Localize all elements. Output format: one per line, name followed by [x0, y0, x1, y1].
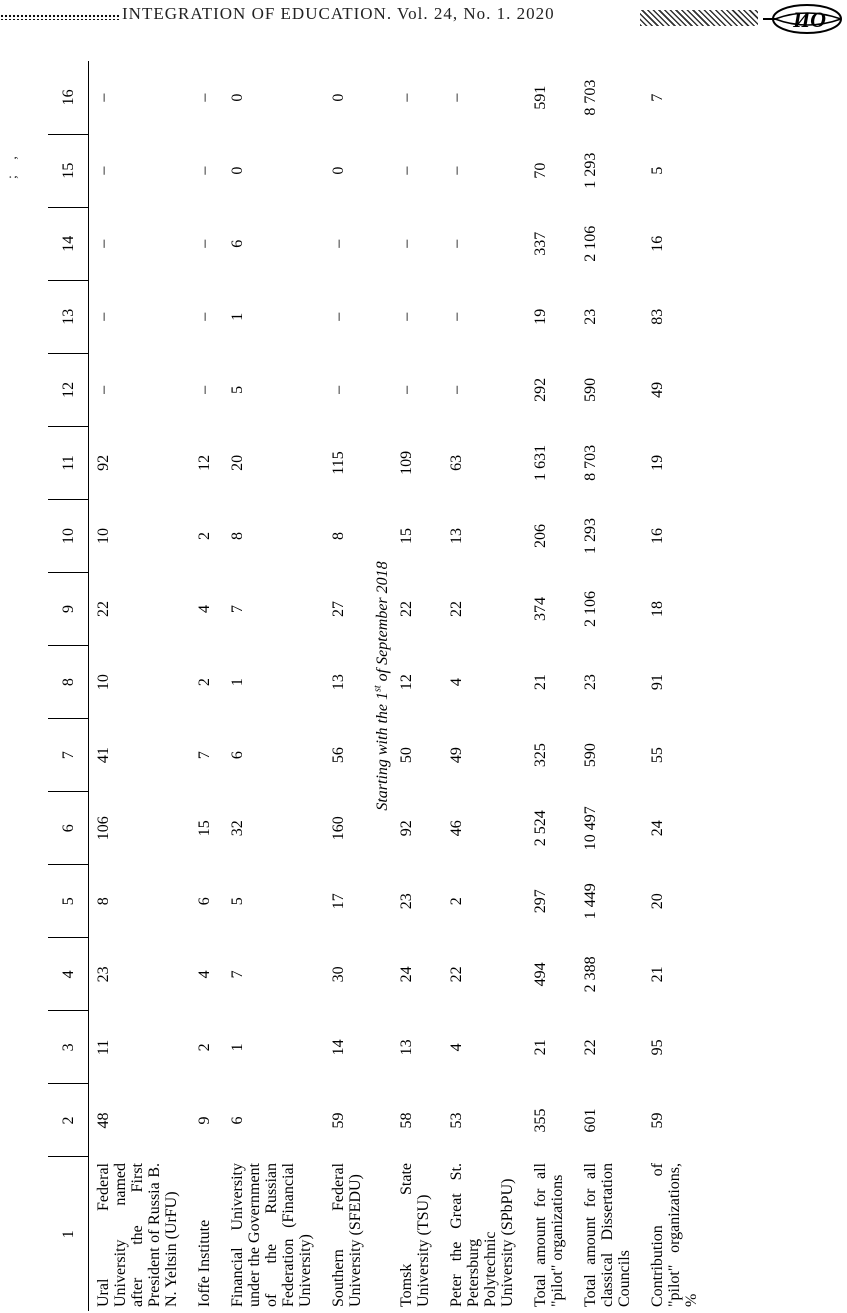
table-cell: 16 — [649, 235, 666, 252]
table-cell: 4 — [196, 970, 213, 979]
table-cell: – — [196, 166, 213, 175]
table-cell: 46 — [448, 820, 465, 837]
column-header: 9 — [48, 573, 89, 646]
table-row — [223, 61, 324, 1311]
table-cell: 32 — [229, 820, 246, 837]
table-cell: 13 — [330, 674, 347, 691]
table-cell: 1 631 — [532, 444, 549, 481]
table-cell: 5 — [649, 166, 666, 175]
table-row — [392, 61, 442, 1311]
table-cell: 48 — [95, 1112, 112, 1129]
table-cell: 1 — [229, 1043, 246, 1052]
table-cell: 21 — [532, 1039, 549, 1056]
table-cell: 4 — [448, 678, 465, 687]
table-cell: 49 — [448, 747, 465, 764]
table-cell: – — [448, 93, 465, 102]
table-cell: 1 293 — [582, 152, 599, 189]
column-header-row — [48, 61, 89, 1311]
table-cell: 374 — [532, 597, 549, 622]
row-label: Peter the Great St. Petersburg Polytechnic University (SPbPU) — [448, 1163, 516, 1307]
table-cell: 115 — [330, 451, 347, 475]
table-body — [89, 61, 711, 1311]
table-cell: 13 — [398, 1039, 415, 1056]
column-header: 15 — [48, 134, 89, 207]
table-cell: 494 — [532, 962, 549, 987]
table-cell: 49 — [649, 381, 666, 398]
table-cell: 4 — [448, 1043, 465, 1052]
table-row — [576, 61, 643, 1311]
table-cell: – — [196, 93, 213, 102]
table-cell: 6 — [196, 897, 213, 906]
table-cell: 8 703 — [582, 79, 599, 116]
table-row — [526, 61, 576, 1311]
table-cell: 0 — [229, 166, 246, 175]
table-cell: 0 — [229, 93, 246, 102]
row-label: Tomsk State University (TSU) — [398, 1163, 432, 1307]
table-cell: 7 — [649, 93, 666, 102]
table-cell: – — [196, 385, 213, 394]
table-cell: 27 — [330, 601, 347, 618]
section-banner-row — [374, 61, 392, 1311]
table-cell: – — [95, 239, 112, 248]
table-cell: 23 — [95, 966, 112, 983]
logo-text: ИО — [793, 7, 826, 32]
table-cell: 2 106 — [582, 591, 599, 628]
table-cell: 24 — [649, 820, 666, 837]
table-cell: – — [398, 93, 415, 102]
table-cell: 20 — [229, 454, 246, 471]
table-cell: 59 — [330, 1112, 347, 1129]
table-row — [643, 61, 710, 1311]
table-cell: 1 293 — [582, 517, 599, 554]
column-header: 5 — [48, 865, 89, 938]
column-header: 14 — [48, 207, 89, 280]
column-header: 2 — [48, 1084, 89, 1157]
table-cell: – — [95, 312, 112, 321]
column-header: 4 — [48, 938, 89, 1011]
row-label: Southern Federal University (SFEDU) — [330, 1163, 364, 1307]
table-cell: 590 — [582, 743, 599, 768]
table-cell: 8 — [330, 531, 347, 540]
table-cell: 4 — [196, 605, 213, 614]
table-cell: 6 — [229, 751, 246, 760]
section-banner — [374, 61, 392, 1311]
table-cell: 59 — [649, 1112, 666, 1129]
table-cell: 83 — [649, 308, 666, 325]
table-cell: 10 — [95, 674, 112, 691]
table-cell: – — [95, 385, 112, 394]
table-cell: 92 — [95, 454, 112, 471]
table-cell: 1 449 — [582, 883, 599, 920]
table-cell: 18 — [649, 601, 666, 618]
table-cell: 22 — [95, 601, 112, 618]
table-cell: 325 — [532, 743, 549, 768]
table-cell: 297 — [532, 889, 549, 914]
margin-mark: ; , — [5, 150, 20, 179]
row-label: Total amount for all "pilot" organizations — [532, 1163, 566, 1307]
table-cell: – — [196, 239, 213, 248]
banner-superscript: st — [372, 685, 384, 692]
table-cell: 12 — [398, 674, 415, 691]
table-cell: 22 — [398, 601, 415, 618]
table-cell: 15 — [196, 820, 213, 837]
table-cell: 23 — [582, 674, 599, 691]
table-cell: 11 — [95, 1039, 112, 1056]
table-cell: 16 — [649, 527, 666, 544]
table-cell: 6 — [229, 239, 246, 248]
table-cell: 63 — [448, 454, 465, 471]
row-label: Total amount for all classical Dissertation Councils — [582, 1163, 633, 1307]
table-cell: – — [448, 312, 465, 321]
row-label: Financial University under the Government of the Russian Federation (Financial University) — [229, 1163, 314, 1307]
column-header: 1 — [48, 1157, 89, 1311]
table-cell: 21 — [649, 966, 666, 983]
table-cell: 5 — [229, 897, 246, 906]
table-cell: 2 — [196, 531, 213, 540]
table-cell: 2 — [448, 897, 465, 906]
column-header: 10 — [48, 499, 89, 572]
table-cell: 590 — [582, 377, 599, 402]
table-cell: 2 — [196, 1043, 213, 1052]
table-cell: 55 — [649, 747, 666, 764]
row-label: Contribution of "pilot" organizations, % — [649, 1163, 700, 1307]
table-cell: 2 106 — [582, 225, 599, 262]
table-cell: – — [95, 166, 112, 175]
table-cell: – — [95, 93, 112, 102]
table-cell: 22 — [582, 1039, 599, 1056]
column-header: 8 — [48, 646, 89, 719]
table-cell: 70 — [532, 162, 549, 179]
table-cell: 19 — [649, 454, 666, 471]
table-cell: 1 — [229, 678, 246, 687]
table-cell: 24 — [398, 966, 415, 983]
column-header: 11 — [48, 426, 89, 499]
table-cell: 30 — [330, 966, 347, 983]
row-label: Ural Federal University named after the First President of Russia B. N. Yeltsin (UrFU) — [95, 1163, 180, 1307]
table-cell: – — [398, 239, 415, 248]
table-cell: 10 — [95, 527, 112, 544]
table-cell: 17 — [330, 893, 347, 910]
row-label: Ioffe Institute — [196, 1219, 213, 1307]
table-row — [89, 61, 191, 1311]
table-cell: 41 — [95, 747, 112, 764]
table-cell: 2 524 — [532, 810, 549, 847]
table-cell: 22 — [448, 966, 465, 983]
column-header: 3 — [48, 1011, 89, 1084]
table-cell: 0 — [330, 93, 347, 102]
column-header: 12 — [48, 353, 89, 426]
table-cell: 337 — [532, 231, 549, 256]
table-cell: 20 — [649, 893, 666, 910]
column-header: 6 — [48, 792, 89, 865]
table-cell: 8 — [229, 531, 246, 540]
table-cell: 109 — [398, 450, 415, 475]
table-cell: 7 — [196, 751, 213, 760]
table-cell: 22 — [448, 601, 465, 618]
table-cell: 15 — [398, 527, 415, 544]
table-cell: – — [330, 312, 347, 321]
table-row — [190, 61, 223, 1311]
table-cell: 19 — [532, 308, 549, 325]
results-table — [48, 61, 710, 1311]
table-cell: 13 — [448, 527, 465, 544]
table-cell: 591 — [532, 85, 549, 110]
table-cell: 12 — [196, 454, 213, 471]
table-cell: – — [398, 385, 415, 394]
table-cell: 160 — [330, 816, 347, 841]
table-cell: 14 — [330, 1039, 347, 1056]
table-cell: – — [448, 385, 465, 394]
table-cell: – — [398, 166, 415, 175]
table-row — [324, 61, 374, 1311]
table-cell: 23 — [398, 893, 415, 910]
table-cell: 1 — [229, 312, 246, 321]
table-cell: 7 — [229, 605, 246, 614]
banner-text-suffix: of September 2018 — [374, 561, 391, 686]
table-cell: – — [448, 239, 465, 248]
table-cell: 56 — [330, 747, 347, 764]
table-cell: – — [448, 166, 465, 175]
column-header: 16 — [48, 61, 89, 134]
table-cell: 2 388 — [582, 956, 599, 993]
table-cell: 23 — [582, 308, 599, 325]
table-cell: 206 — [532, 523, 549, 548]
table-cell: 58 — [398, 1112, 415, 1129]
table-cell: 8 — [95, 897, 112, 906]
table-row — [442, 61, 526, 1311]
column-header: 7 — [48, 719, 89, 792]
table-cell: 8 703 — [582, 444, 599, 481]
table-cell: 2 — [196, 678, 213, 687]
table-cell: 9 — [196, 1116, 213, 1125]
table-cell: 106 — [95, 816, 112, 841]
table-cell: 292 — [532, 377, 549, 402]
table-cell: – — [330, 385, 347, 394]
banner-text: Starting with the 1 — [374, 692, 391, 811]
journal-title: INTEGRATION OF EDUCATION. Vol. 24, No. 1. 2020 — [122, 4, 555, 23]
column-header: 13 — [48, 280, 89, 353]
table-cell: 10 497 — [582, 806, 599, 851]
table-cell: 7 — [229, 970, 246, 979]
table-cell: 6 — [229, 1116, 246, 1125]
table-cell: 95 — [649, 1039, 666, 1056]
table-cell: 92 — [398, 820, 415, 837]
table-cell: – — [398, 312, 415, 321]
table-cell: – — [196, 312, 213, 321]
table-cell: 91 — [649, 674, 666, 691]
table-cell: 0 — [330, 166, 347, 175]
table-cell: – — [330, 239, 347, 248]
table-cell: 601 — [582, 1108, 599, 1133]
table-cell: 5 — [229, 385, 246, 394]
table-cell: 53 — [448, 1112, 465, 1129]
table-cell: 355 — [532, 1108, 549, 1133]
table-cell: 21 — [532, 674, 549, 691]
table-cell: 50 — [398, 747, 415, 764]
